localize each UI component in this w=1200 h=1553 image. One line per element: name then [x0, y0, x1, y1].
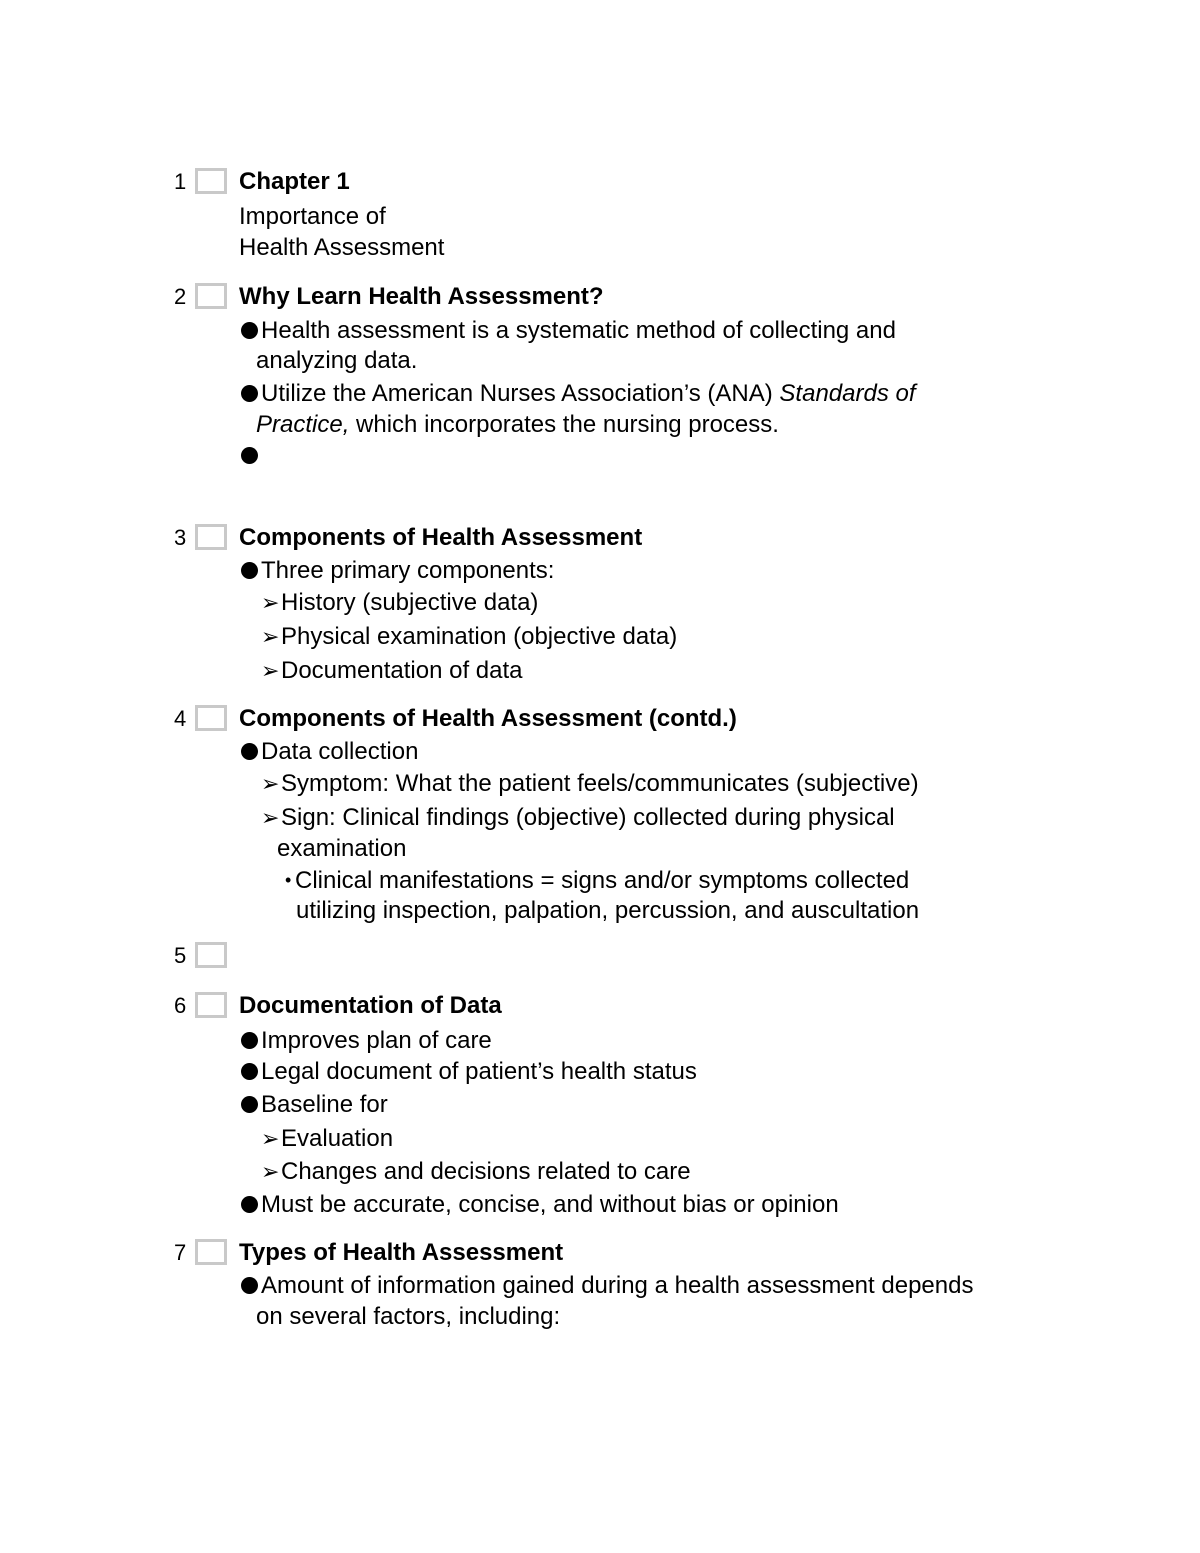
slide-title: Components of Health Assessment (contd.)	[239, 705, 737, 732]
text-line: Importance of	[239, 203, 386, 230]
slide-number: 3	[174, 525, 187, 550]
sub-sub-bullet-continuation: utilizing inspection, palpation, percussion, and auscultation	[296, 897, 920, 924]
arrow-icon: ➢	[261, 1126, 280, 1151]
sub-bullet-item: ➢Changes and decisions related to care	[261, 1158, 691, 1185]
arrow-icon: ➢	[261, 590, 280, 615]
slide-title: Documentation of Data	[239, 992, 502, 1019]
sub-bullet-item: ➢Evaluation	[261, 1125, 394, 1152]
bullet-item: Baseline for	[241, 1090, 388, 1120]
bullet-item: Health assessment is a systematic method of collecting and	[241, 316, 896, 346]
sub-bullet-item: ➢Documentation of data	[261, 657, 523, 684]
bullet-item: Three primary components:	[241, 556, 554, 586]
slide-thumbnail	[195, 992, 227, 1018]
slide-number: 7	[174, 1240, 187, 1265]
bullet-item: Data collection	[241, 737, 418, 767]
bullet-icon	[241, 385, 258, 402]
bullet-icon	[241, 1063, 258, 1080]
bullet-item: Utilize the American Nurses Association’s (ANA) Standards of	[241, 379, 916, 409]
slide-number: 4	[174, 706, 187, 731]
slide-thumbnail	[195, 168, 227, 194]
sub-bullet-item: ➢History (subjective data)	[261, 589, 539, 616]
bullet-icon	[241, 322, 258, 339]
slide-thumbnail	[195, 705, 227, 731]
bullet-icon	[241, 447, 258, 464]
slide-title: Types of Health Assessment	[239, 1239, 564, 1266]
arrow-icon: ➢	[261, 771, 280, 796]
slide-number: 5	[174, 943, 187, 968]
bullet-item: Improves plan of care	[241, 1026, 492, 1056]
sub-bullet-continuation: examination	[277, 835, 407, 862]
arrow-icon: ➢	[261, 658, 280, 683]
slide-title: Why Learn Health Assessment?	[239, 283, 604, 310]
slide-number: 1	[174, 169, 187, 194]
text-line: Health Assessment	[239, 234, 445, 261]
bullet-icon	[241, 1196, 258, 1213]
sub-bullet-item: ➢Symptom: What the patient feels/communicates (subjective)	[261, 770, 919, 797]
arrow-icon: ➢	[261, 624, 280, 649]
arrow-icon: ➢	[261, 1159, 280, 1184]
sub-bullet-item: ➢Physical examination (objective data)	[261, 623, 678, 650]
bullet-icon	[241, 1032, 258, 1049]
slide-number: 6	[174, 993, 187, 1018]
bullet-item-empty	[241, 441, 261, 471]
bullet-icon	[241, 1096, 258, 1113]
bullet-continuation: Practice, which incorporates the nursing process.	[256, 411, 779, 438]
arrow-icon: ➢	[261, 805, 280, 830]
bullet-item: Must be accurate, concise, and without bias or opinion	[241, 1190, 839, 1220]
slide-title: Chapter 1	[239, 168, 350, 195]
slide-thumbnail	[195, 524, 227, 550]
bullet-item: Amount of information gained during a health assessment depends	[241, 1271, 973, 1301]
bullet-item: Legal document of patient’s health status	[241, 1057, 697, 1087]
slide-number: 2	[174, 284, 187, 309]
bullet-continuation: analyzing data.	[256, 347, 418, 374]
small-bullet-icon: •	[285, 870, 292, 890]
bullet-icon	[241, 1277, 258, 1294]
bullet-icon	[241, 743, 258, 760]
sub-sub-bullet-item: • Clinical manifestations = signs and/or symptoms collected	[285, 867, 910, 894]
slide-thumbnail	[195, 942, 227, 968]
bullet-continuation: on several factors, including:	[256, 1303, 561, 1330]
slide-thumbnail	[195, 283, 227, 309]
sub-bullet-item: ➢Sign: Clinical findings (objective) collected during physical	[261, 804, 895, 831]
slide-thumbnail	[195, 1239, 227, 1265]
slide-title: Components of Health Assessment	[239, 524, 643, 551]
bullet-icon	[241, 562, 258, 579]
